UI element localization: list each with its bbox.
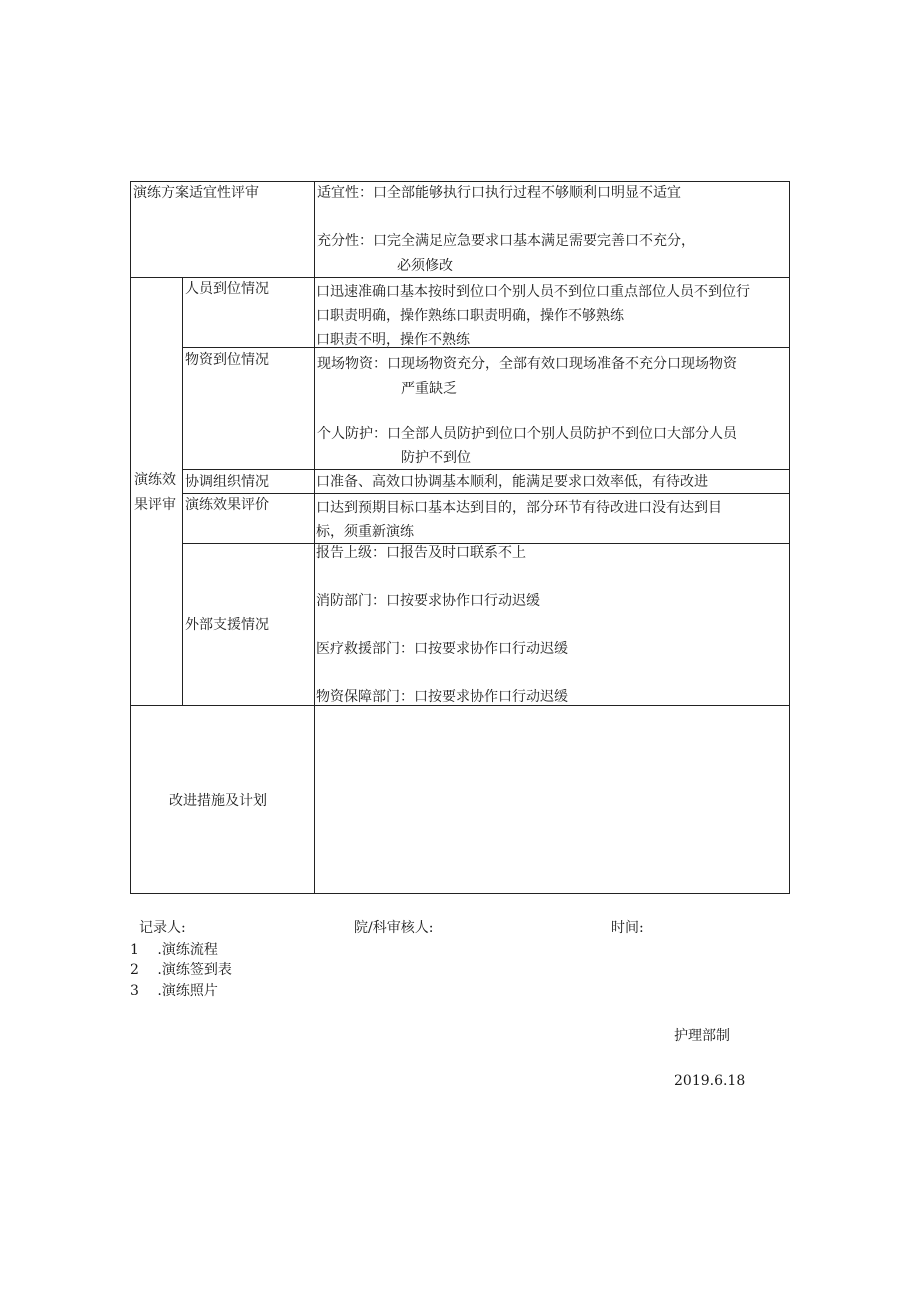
external-support-line: 消防部门：口按要求协作口行动迟缓: [316, 593, 540, 609]
attachment-item: [130, 940, 218, 960]
row-divider-personnel: [182, 347, 790, 348]
attachment-item: [130, 960, 232, 980]
row-divider-materials: [182, 469, 790, 470]
sufficiency-options: 充分性：口完全满足应急要求口基本满足需要完善口不充分，: [317, 233, 695, 249]
personnel-label: 人员到位情况: [185, 281, 269, 297]
row-divider-coordination: [182, 493, 790, 494]
external-support-line: 医疗救援部门：口按要求协作口行动迟缓: [316, 641, 568, 657]
attachment-number: 3: [130, 983, 139, 999]
improvement-label: 改进措施及计划: [169, 793, 267, 809]
coordination-options: 口准备、高效口协调基本顺利，能满足要求口效率低，有待改进: [316, 474, 708, 490]
personnel-option-line: 口职责明确，操作熟练口职责明确，操作不够熟练: [316, 308, 624, 324]
effect-options: 口达到预期目标口基本达到目的，部分环节有待改进口没有达到目: [316, 500, 722, 516]
external-support-line: 物资保障部门：口按要求协作口行动迟缓: [316, 689, 568, 705]
attachment-text: .演练照片: [157, 983, 218, 999]
attachment-item: [130, 981, 218, 1001]
attachment-number: 1: [130, 942, 139, 958]
site-materials-options: 现场物资：口现场物资充分，全部有效口现场准备不充分口现场物资: [317, 356, 737, 372]
improvement-content[interactable]: [318, 708, 786, 888]
personnel-option-line: 口迅速准确口基本按时到位口个别人员不到位口重点部位人员不到位行: [316, 284, 750, 300]
suitability-options: 适宜性：口全部能够执行口执行过程不够顺利口明显不适宜: [317, 185, 681, 201]
attachment-number: 2: [130, 962, 139, 978]
col-divider-group: [182, 277, 183, 705]
external-support-line: 报告上级：口报告及时口联系不上: [316, 545, 526, 561]
time-label: 时间:: [611, 920, 644, 936]
effect-eval-label-line1: 演练效: [134, 472, 176, 488]
attachment-text: .演练流程: [157, 942, 218, 958]
sufficiency-options-cont: 必须修改: [397, 258, 453, 274]
personnel-option-line: 口职责不明，操作不熟练: [316, 332, 470, 348]
materials-label: 物资到位情况: [185, 352, 269, 368]
site-materials-options-cont: 严重缺乏: [401, 381, 457, 397]
effect-options-cont: 标，须重新演练: [316, 524, 414, 540]
department-signature: 护理部制: [674, 1028, 730, 1044]
col-divider-content: [314, 181, 315, 894]
attachment-text: .演练签到表: [157, 962, 232, 978]
effect-label: 演练效果评价: [185, 497, 269, 513]
external-support-label: 外部支援情况: [185, 617, 269, 633]
personal-protection-options-cont: 防护不到位: [401, 450, 471, 466]
issue-date: 2019.6.18: [674, 1073, 746, 1089]
recorder-label: 记录人:: [139, 920, 186, 936]
coordination-label: 协调组织情况: [185, 474, 269, 490]
effect-eval-label-line2: 果评审: [134, 497, 176, 513]
plan-eval-label: 演练方案适宜性评审: [133, 185, 259, 201]
reviewer-label: 院/科审核人:: [354, 920, 434, 936]
personal-protection-options: 个人防护：口全部人员防护到位口个别人员防护不到位口大部分人员: [317, 426, 737, 442]
